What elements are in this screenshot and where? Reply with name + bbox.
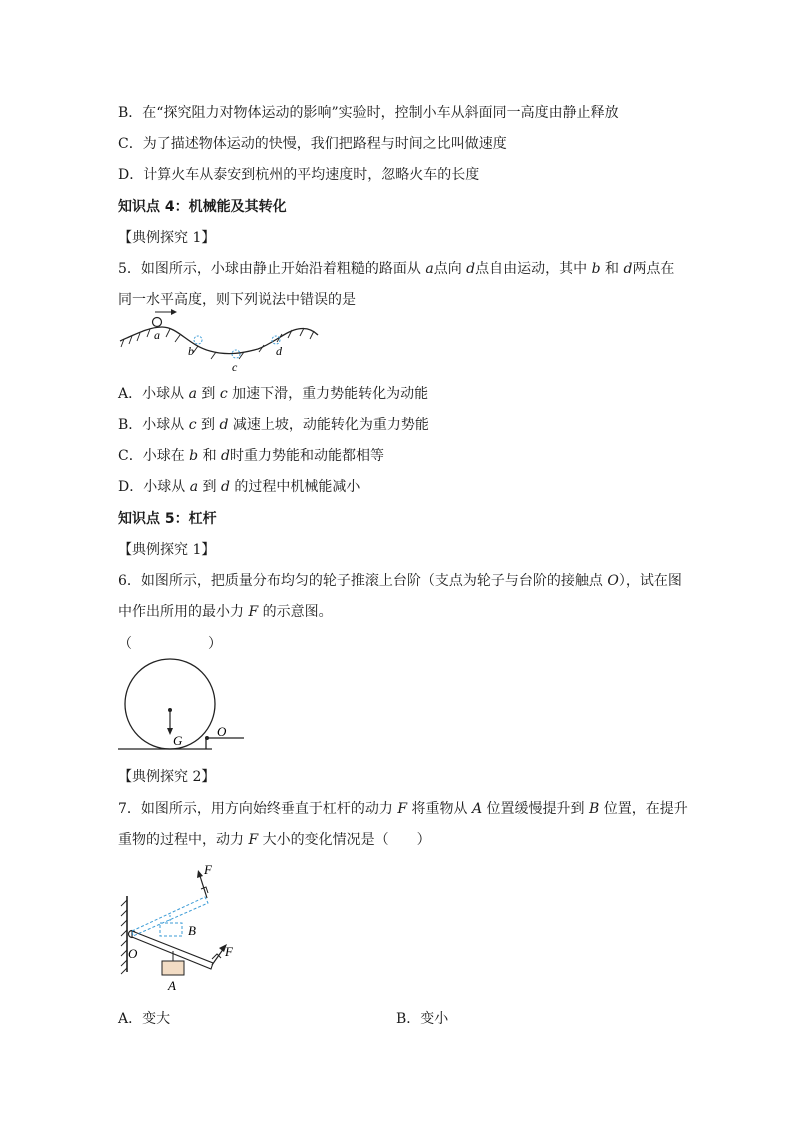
var-o: O bbox=[607, 573, 619, 589]
label-o: O bbox=[217, 724, 227, 739]
q5-stem-line-2: 同一水平高度，则下列说法中错误的是 bbox=[118, 292, 356, 308]
q6-wheel-figure bbox=[118, 658, 248, 750]
label-d: d bbox=[276, 344, 282, 358]
label-b: b bbox=[188, 344, 194, 358]
opt-text: 到 bbox=[198, 479, 221, 495]
label-o: O bbox=[128, 946, 138, 961]
opt-text: B．小球从 bbox=[118, 417, 189, 433]
q5-stem-line-1 bbox=[118, 259, 674, 279]
example-heading-2: 【典例探究 2】 bbox=[118, 769, 216, 785]
example-heading-1b: 【典例探究 1】 bbox=[118, 542, 216, 558]
section-4-title: 知识点 4：机械能及其转化 bbox=[118, 199, 287, 215]
var-f: F bbox=[248, 604, 259, 620]
q7-stem-text: 位置缓慢提升到 bbox=[482, 801, 590, 817]
example-heading-1: 【典例探究 1】 bbox=[118, 230, 216, 246]
opt-text: C．小球在 bbox=[118, 448, 190, 464]
section-5-title: 知识点 5：杠杆 bbox=[118, 511, 217, 527]
q7-stem-text: 大小的变化情况是（ ） bbox=[258, 832, 431, 848]
q7-lever-figure bbox=[118, 860, 248, 995]
opt-text: 的过程中机械能减小 bbox=[229, 479, 361, 495]
label-c: c bbox=[232, 360, 238, 374]
opt-text: 到 bbox=[196, 417, 220, 433]
var-b: b bbox=[189, 448, 199, 464]
q7-stem-line-1 bbox=[118, 799, 688, 819]
q7-option-a: A．变大 bbox=[118, 1011, 171, 1027]
var-b: b bbox=[591, 261, 601, 277]
q5-stem-text: 点自由运动，其中 bbox=[475, 261, 592, 277]
q7-stem-line-2 bbox=[118, 830, 431, 850]
var-d: d bbox=[220, 479, 230, 495]
q6-stem-line-2 bbox=[118, 602, 333, 622]
q6-stem-line-1 bbox=[118, 571, 682, 591]
opt-text: 和 bbox=[198, 448, 222, 464]
var-c: c bbox=[188, 417, 197, 433]
opt-text: 减速上坡，动能转化为重力势能 bbox=[228, 417, 429, 433]
q6-stem-text: ），试在图 bbox=[618, 573, 682, 589]
q5-road-figure bbox=[118, 315, 318, 377]
opt-text: 加速下滑，重力势能转化为动能 bbox=[227, 386, 429, 402]
q6-stem-text: 中作出所用的最小力 bbox=[118, 604, 249, 620]
label-a: a bbox=[154, 328, 160, 342]
label-g: G bbox=[173, 733, 183, 748]
var-b: B bbox=[589, 801, 600, 817]
blank-close: ） bbox=[208, 636, 222, 652]
label-b: B bbox=[188, 923, 196, 938]
q4-option-d: D．计算火车从泰安到杭州的平均速度时，忽略火车的长度 bbox=[118, 167, 480, 183]
q7-stem-text: 重物的过程中，动力 bbox=[118, 832, 249, 848]
opt-text: 时重力势能和动能都相等 bbox=[230, 448, 385, 464]
var-a: a bbox=[189, 479, 199, 495]
var-d: d bbox=[219, 417, 229, 433]
var-a: a bbox=[425, 261, 434, 277]
opt-text: A．小球从 bbox=[118, 386, 189, 402]
q5-option-a bbox=[118, 384, 428, 404]
q7-stem-text: 位置，在提升 bbox=[599, 801, 688, 817]
label-a: A bbox=[168, 978, 176, 993]
label-f-right: F bbox=[225, 944, 233, 959]
q7-option-b: B．变小 bbox=[396, 1011, 449, 1027]
var-d: d bbox=[623, 261, 633, 277]
q5-stem-text: 和 bbox=[600, 261, 624, 277]
opt-text: D．小球从 bbox=[118, 479, 190, 495]
blank-open: （ bbox=[118, 636, 132, 652]
q5-option-b bbox=[118, 415, 429, 435]
var-f: F bbox=[248, 832, 259, 848]
var-f: F bbox=[397, 801, 408, 817]
var-c: c bbox=[219, 386, 228, 402]
var-d: d bbox=[466, 261, 476, 277]
opt-text: 到 bbox=[196, 386, 220, 402]
q5-stem-text: 点向 bbox=[433, 261, 467, 277]
q7-stem-text: 7．如图所示，用方向始终垂直于杠杆的动力 bbox=[118, 801, 398, 817]
var-a: a bbox=[188, 386, 197, 402]
q6-stem-text: 6．如图所示，把质量分布均匀的轮子推滚上台阶（支点为轮子与台阶的接触点 bbox=[118, 573, 608, 589]
q5-option-c bbox=[118, 446, 384, 466]
var-d: d bbox=[221, 448, 231, 464]
q6-answer-blank bbox=[118, 634, 222, 654]
label-f-top: F bbox=[204, 862, 212, 877]
q5-option-d bbox=[118, 477, 360, 497]
q4-option-b: B．在“探究阻力对物体运动的影响”实验时，控制小车从斜面同一高度由静止释放 bbox=[118, 105, 619, 121]
q4-option-c: C．为了描述物体运动的快慢，我们把路程与时间之比叫做速度 bbox=[118, 136, 507, 152]
q5-stem-text: 两点在 bbox=[632, 261, 675, 277]
q6-stem-text: 的示意图。 bbox=[258, 604, 333, 620]
var-a: A bbox=[471, 801, 483, 817]
q7-stem-text: 将重物从 bbox=[407, 801, 472, 817]
q5-stem-text: 5．如图所示，小球由静止开始沿着粗糙的路面从 bbox=[118, 261, 426, 277]
